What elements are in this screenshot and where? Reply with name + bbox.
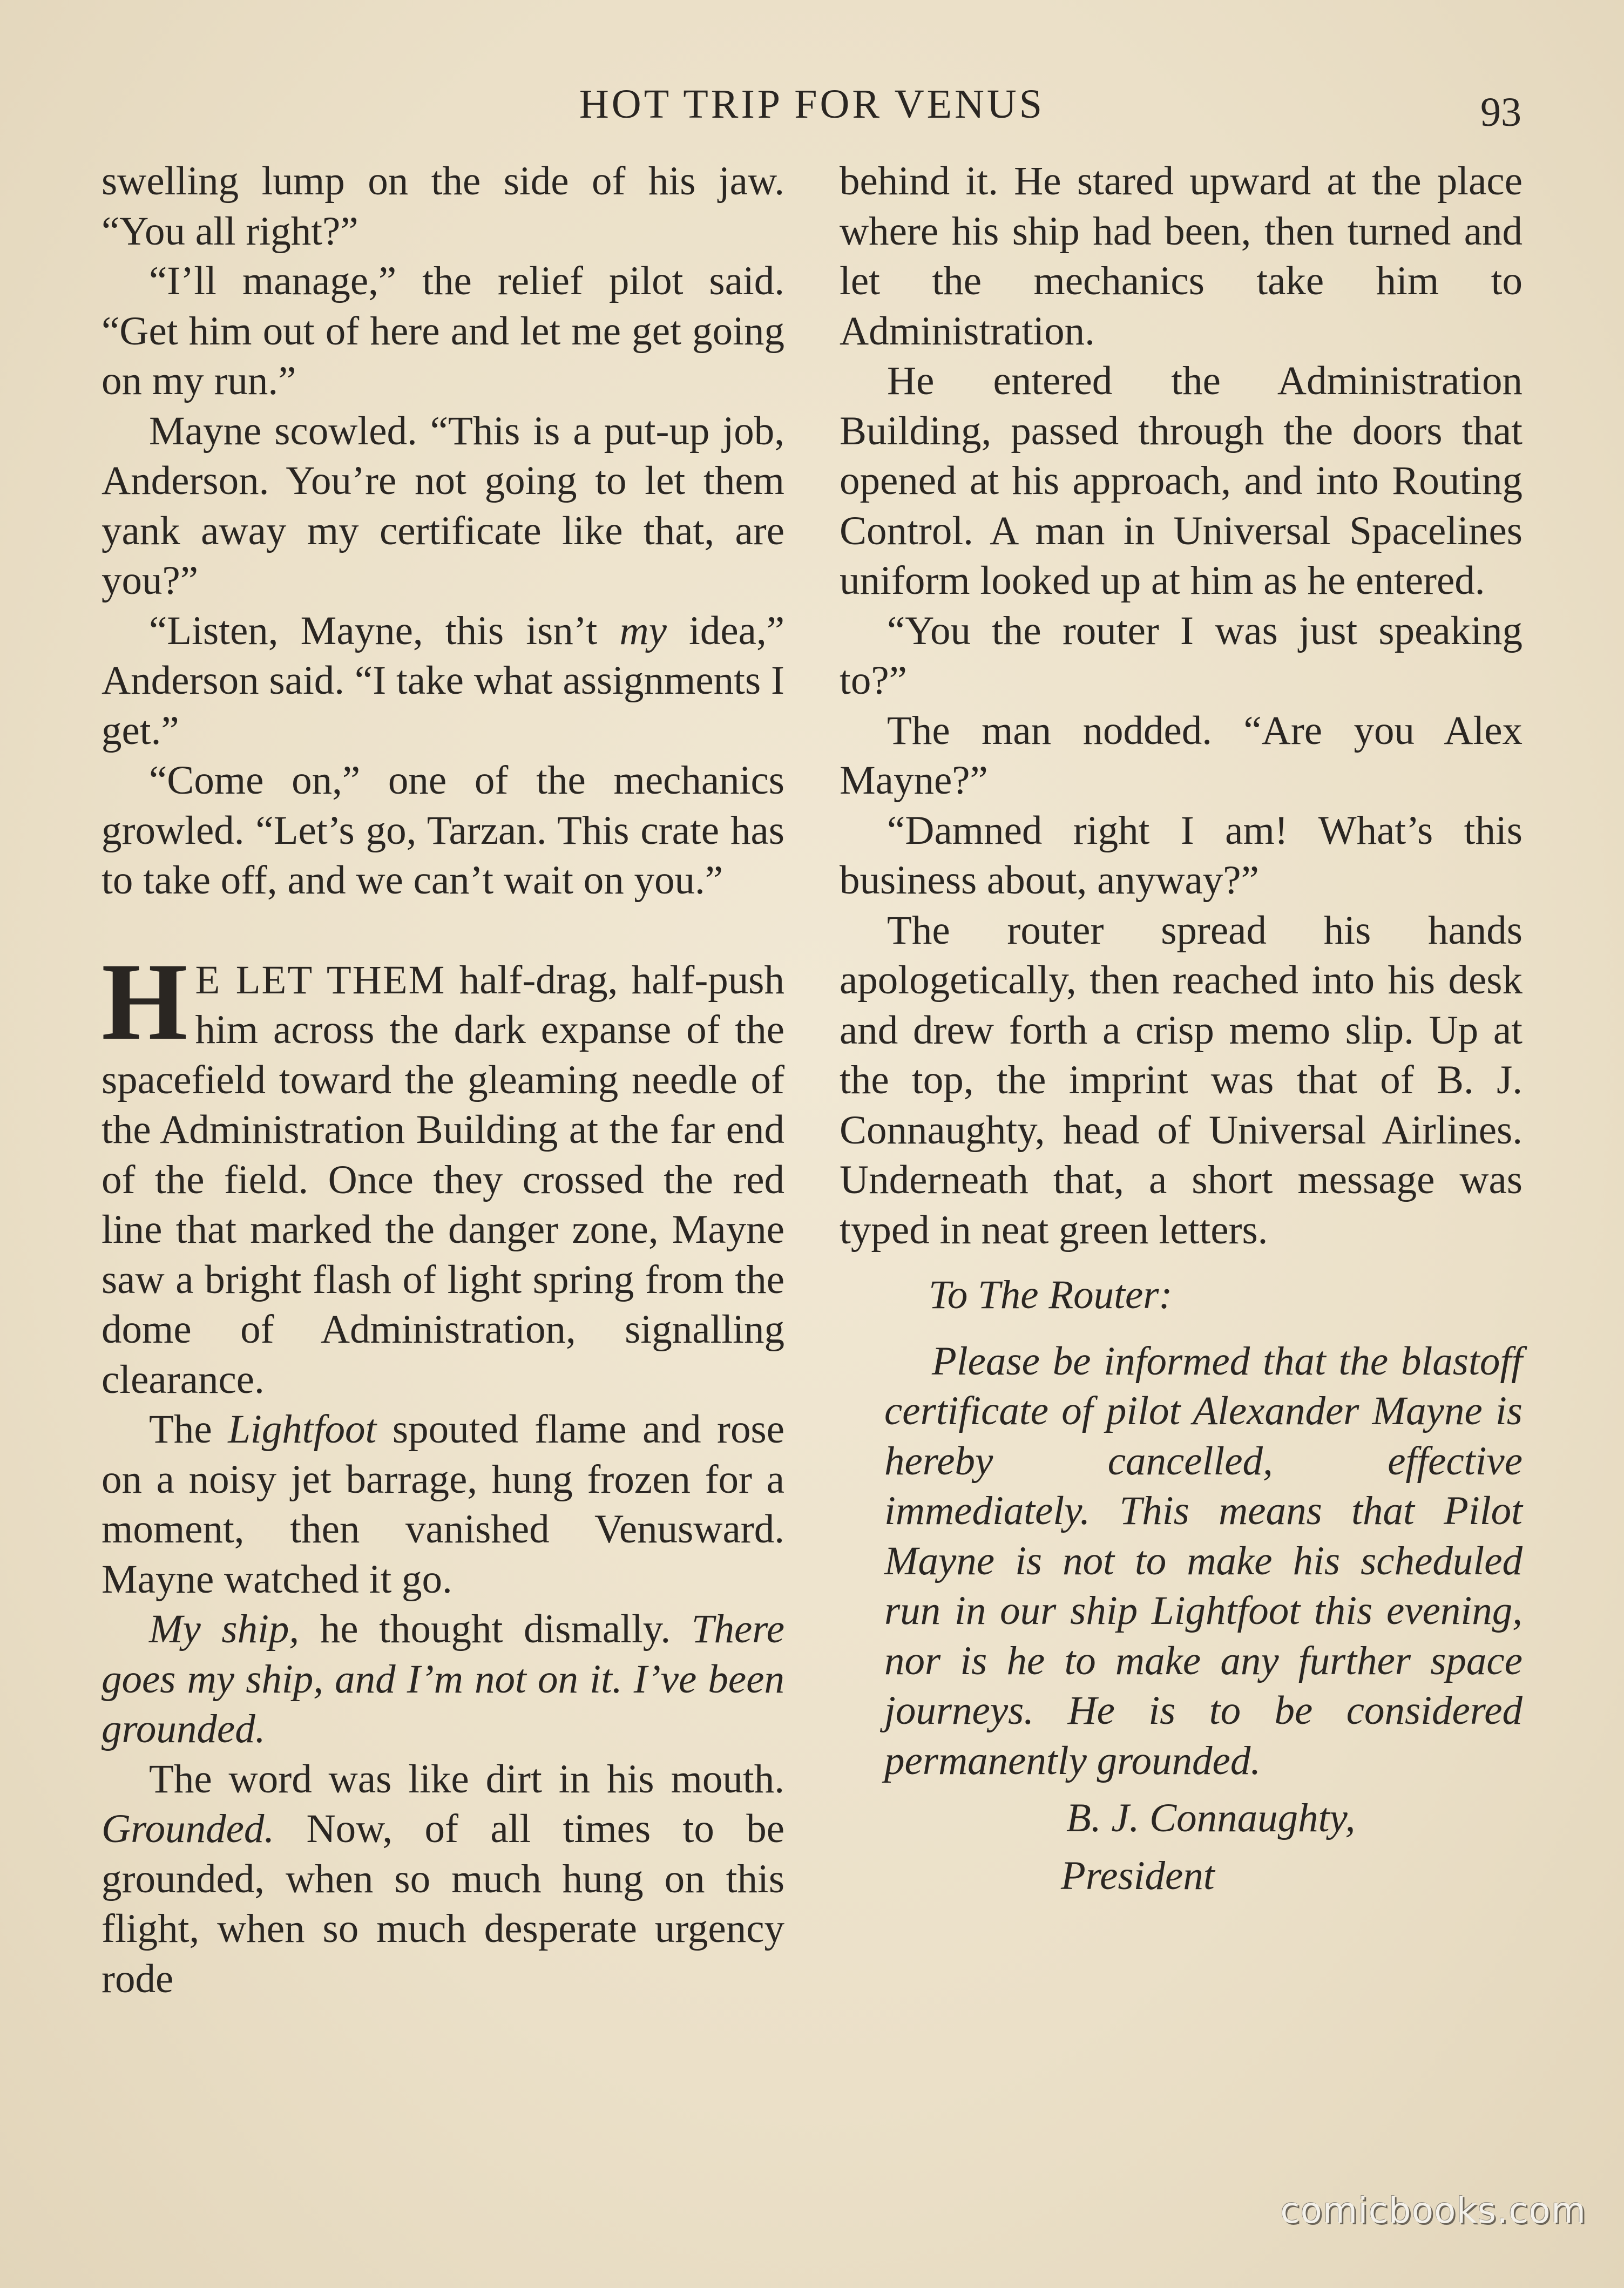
emphasis: my: [619, 608, 667, 653]
memo: [840, 1270, 1522, 1901]
page-number: 93: [1480, 90, 1521, 135]
right-column: [840, 157, 1522, 1901]
emphasis: Grounded.: [102, 1806, 275, 1851]
text-run: idea,” Anderson said. “I take what assignments I get.”: [102, 608, 784, 753]
memo-signer-title: President: [1061, 1853, 1215, 1898]
emphasis: My ship,: [149, 1607, 300, 1651]
paragraph: swelling lump on the side of his jaw. “You all right?”: [102, 159, 784, 254]
paragraph: “I’ll manage,” the relief pilot said. “Get him out of here and let me get going on my run.”: [102, 259, 784, 403]
paragraph: [102, 1755, 784, 2005]
paragraph: He entered the Administration Building, passed through the doors that opened at his approach, and into Routing Control. A man in Universal Spacelines uniform looked up at him as he entered.: [840, 358, 1522, 603]
text-run: he thought dismally.: [299, 1607, 692, 1651]
paragraph: [102, 1605, 784, 1755]
paragraph: “Come on,” one of the mechanics growled. “Let’s go, Tarzan. This crate has to take off, and we can’t wait on you.”: [102, 758, 784, 903]
text-run: The: [149, 1407, 228, 1452]
section-opening-paragraph: [102, 940, 784, 1405]
watermark: comicbooks.com: [1280, 2190, 1586, 2231]
text-run: The word was like dirt in his mouth.: [149, 1756, 784, 1802]
paragraph: The man nodded. “Are you Alex Mayne?”: [840, 708, 1522, 803]
memo-body: Please be informed that the blastoff certificate of pilot Alexander Mayne is hereby cancelled, effective immediately. This means that Pilot Mayne is not to make his scheduled run in our ship Lightfoot this evening, nor is he to make any further space journeys. He is to be considered permanently grounded.: [884, 1338, 1522, 1783]
drop-cap: H: [102, 940, 188, 1063]
paragraph: Mayne scowled. “This is a put-up job, Anderson. You’re not going to let them yank away my certificate like that, are you?”: [102, 408, 784, 603]
ship-name: Lightfoot: [228, 1407, 377, 1452]
emphasis: There goes my ship, and I’m not on it. I’ve been grounded.: [102, 1607, 784, 1751]
memo-signer: B. J. Connaughty,: [1066, 1796, 1356, 1840]
text-run: spouted flame and rose on a noisy jet barrage, hung frozen for a moment, then vanished Venusward. Mayne watched it go.: [102, 1407, 784, 1602]
small-caps-lead: E LET THEM: [195, 957, 446, 1003]
paragraph: “You the router I was just speaking to?”: [840, 608, 1522, 703]
paragraph: “Damned right I am! What’s this business about, anyway?”: [840, 808, 1522, 903]
running-head: HOT TRIP FOR VENUS: [579, 82, 1045, 127]
paragraph: [102, 606, 784, 756]
text-run: half-drag, half-push him across the dark expanse of the spacefield toward the gleaming needle of the Administration Building at the far end of the field. Once they crossed the red line that marked the danger zone, Mayne saw a bright flash of light spring from the dome of Administration, signalling clearance.: [102, 957, 784, 1402]
text-run: “Listen, Mayne, this isn’t: [149, 608, 620, 653]
text-run: Now, of all times to be grounded, when so much hung on this flight, when so much desperate urgency rode: [102, 1806, 784, 2001]
left-column: [102, 157, 784, 2004]
paragraph: behind it. He stared upward at the place where his ship had been, then turned and let the mechanics take him to Administration.: [840, 159, 1522, 354]
paragraph: [102, 1405, 784, 1605]
memo-salutation: To The Router:: [929, 1272, 1173, 1317]
paragraph: The router spread his hands apologetically, then reached into his desk and drew forth a crisp memo slip. Up at the top, the imprint was that of B. J. Connaughty, head of Universal Airlines. Underneath that, a short message was typed in neat green letters.: [840, 908, 1522, 1253]
